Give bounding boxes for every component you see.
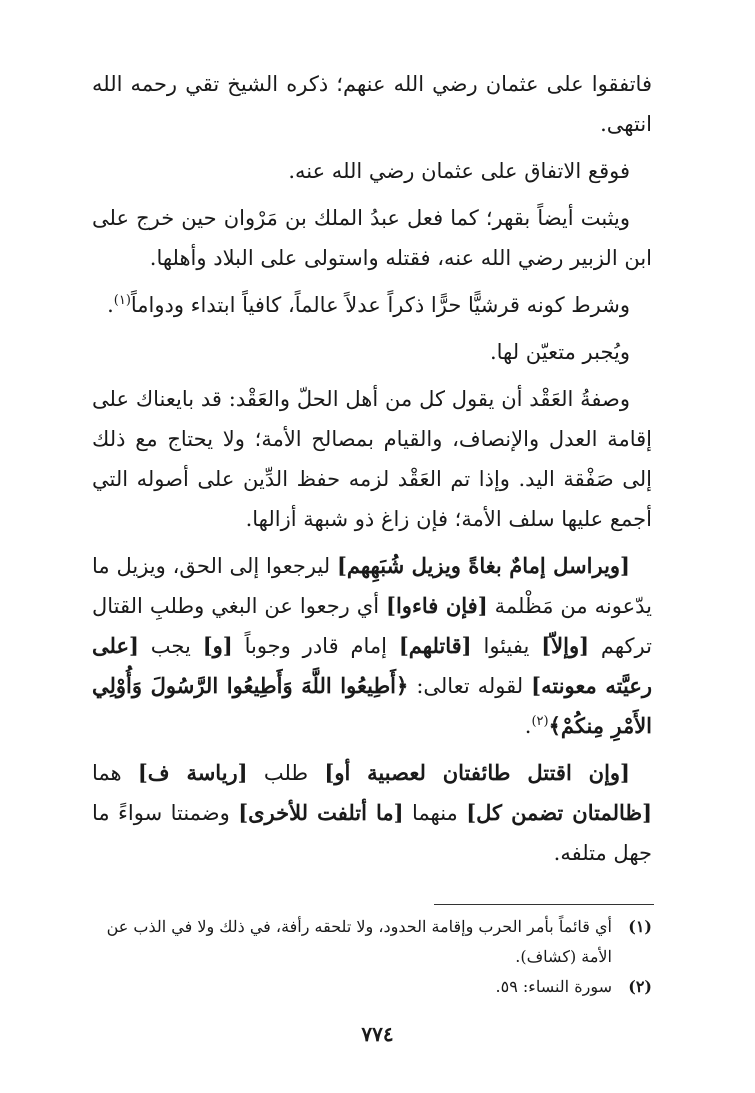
footnote-text: أي قائماً بأمر الحرب وإقامة الحدود، ولا تلحقه رأفة، في ذلك ولا في الذب عن الأمة (كشاف). bbox=[106, 917, 612, 966]
footnote-number: (١) bbox=[628, 917, 652, 936]
paragraph-4-end: . bbox=[107, 293, 114, 317]
matn-segment: [رياسة ف] bbox=[137, 760, 248, 785]
sharh-segment: أي رجعوا عن البغي وطلبِ القتال تركهم bbox=[92, 594, 652, 658]
footnote-ref-1: (١) bbox=[113, 293, 131, 308]
paragraph-8 bbox=[92, 753, 652, 873]
paragraph-5: ويُجبر متعيّن لها. bbox=[489, 340, 630, 364]
paragraph-7-end: . bbox=[524, 714, 532, 738]
quran-verse: ﴿أَطِيعُوا اللَّهَ وَأَطِيعُوا الرَّسُولَ وَأُوْلِي الأَمْرِ مِنكُمْ﴾ bbox=[92, 673, 652, 738]
page-number: ٧٧٤ bbox=[361, 1022, 394, 1046]
paragraph-3: ويثبت أيضاً بقهر؛ كما فعل عبدُ الملك بن مَرْوان حين خرج على ابن الزبير رضي الله عنه، فقتله واستولى على البلاد وأهلها. bbox=[92, 206, 652, 270]
sharh-segment: طلب bbox=[247, 761, 325, 785]
sharh-segment: وضمنتا سواءً ما جهل متلفه. bbox=[92, 801, 652, 865]
matn-segment: [ما أتلفت للأخرى] bbox=[238, 800, 404, 825]
paragraph-1: فاتفقوا على عثمان رضي الله عنهم؛ ذكره الشيخ تقي رحمه الله انتهى. bbox=[92, 72, 652, 136]
matn-segment: [قاتلهم] bbox=[398, 633, 472, 658]
matn-segment: [و] bbox=[202, 633, 233, 658]
paragraph-4 bbox=[92, 285, 652, 325]
paragraph-2: فوقع الاتفاق على عثمان رضي الله عنه. bbox=[288, 159, 630, 183]
paragraph-4-text: وشرط كونه قرشيًّا حرًّا ذكراً عدلاً عالماً، كافياً ابتداء ودواماً bbox=[130, 293, 630, 317]
matn-segment: [فإن فاءوا] bbox=[386, 593, 488, 618]
sharh-segment: هما bbox=[92, 761, 138, 785]
footnote-text: سورة النساء: ٥٩. bbox=[495, 977, 612, 996]
footnote-2 bbox=[92, 972, 652, 1002]
sharh-segment: يفيئوا bbox=[471, 634, 542, 658]
main-text bbox=[92, 64, 652, 880]
matn-segment: [وإن اقتتل طائفتان لعصبية أو] bbox=[324, 760, 630, 785]
sharh-segment: إمام قادر وجوباً bbox=[232, 634, 399, 658]
footnote-number: (٢) bbox=[628, 977, 652, 996]
sharh-segment: لقوله تعالى: bbox=[408, 674, 532, 698]
footnote-divider bbox=[434, 904, 654, 905]
footnote-1 bbox=[92, 912, 652, 972]
footnote-ref-2: (٢) bbox=[531, 714, 549, 729]
matn-segment: [ويراسل إمامٌ بغاةً ويزيل شُبَهِهم] bbox=[336, 553, 630, 578]
sharh-segment: منهما bbox=[403, 801, 467, 825]
matn-segment: [وإلاّ] bbox=[541, 633, 590, 658]
paragraph-6: وصفةُ العَقْد أن يقول كل من أهل الحلّ والعَقْد: قد بايعناك على إقامة العدل والإنصاف، والقيام بمصالح الأمة؛ ولا يحتاج مع ذلك إلى صَفْقة اليد. وإذا تم العَقْد لزمه حفظ الدِّين على أصوله التي أجمع عليها سلف الأمة؛ فإن زاغ ذو شبهة أزالها. bbox=[92, 387, 652, 531]
matn-segment: [على رعيَّته معونته] bbox=[92, 633, 653, 698]
sharh-segment: ليرجعوا إلى الحق، ويزيل ما يدّعونه من مَظْلمة bbox=[92, 554, 652, 618]
paragraph-7 bbox=[92, 546, 652, 746]
matn-segment: [ظالمتان تضمن كل] bbox=[466, 800, 653, 825]
sharh-segment: يجب bbox=[138, 634, 203, 658]
footnotes bbox=[92, 912, 652, 1002]
